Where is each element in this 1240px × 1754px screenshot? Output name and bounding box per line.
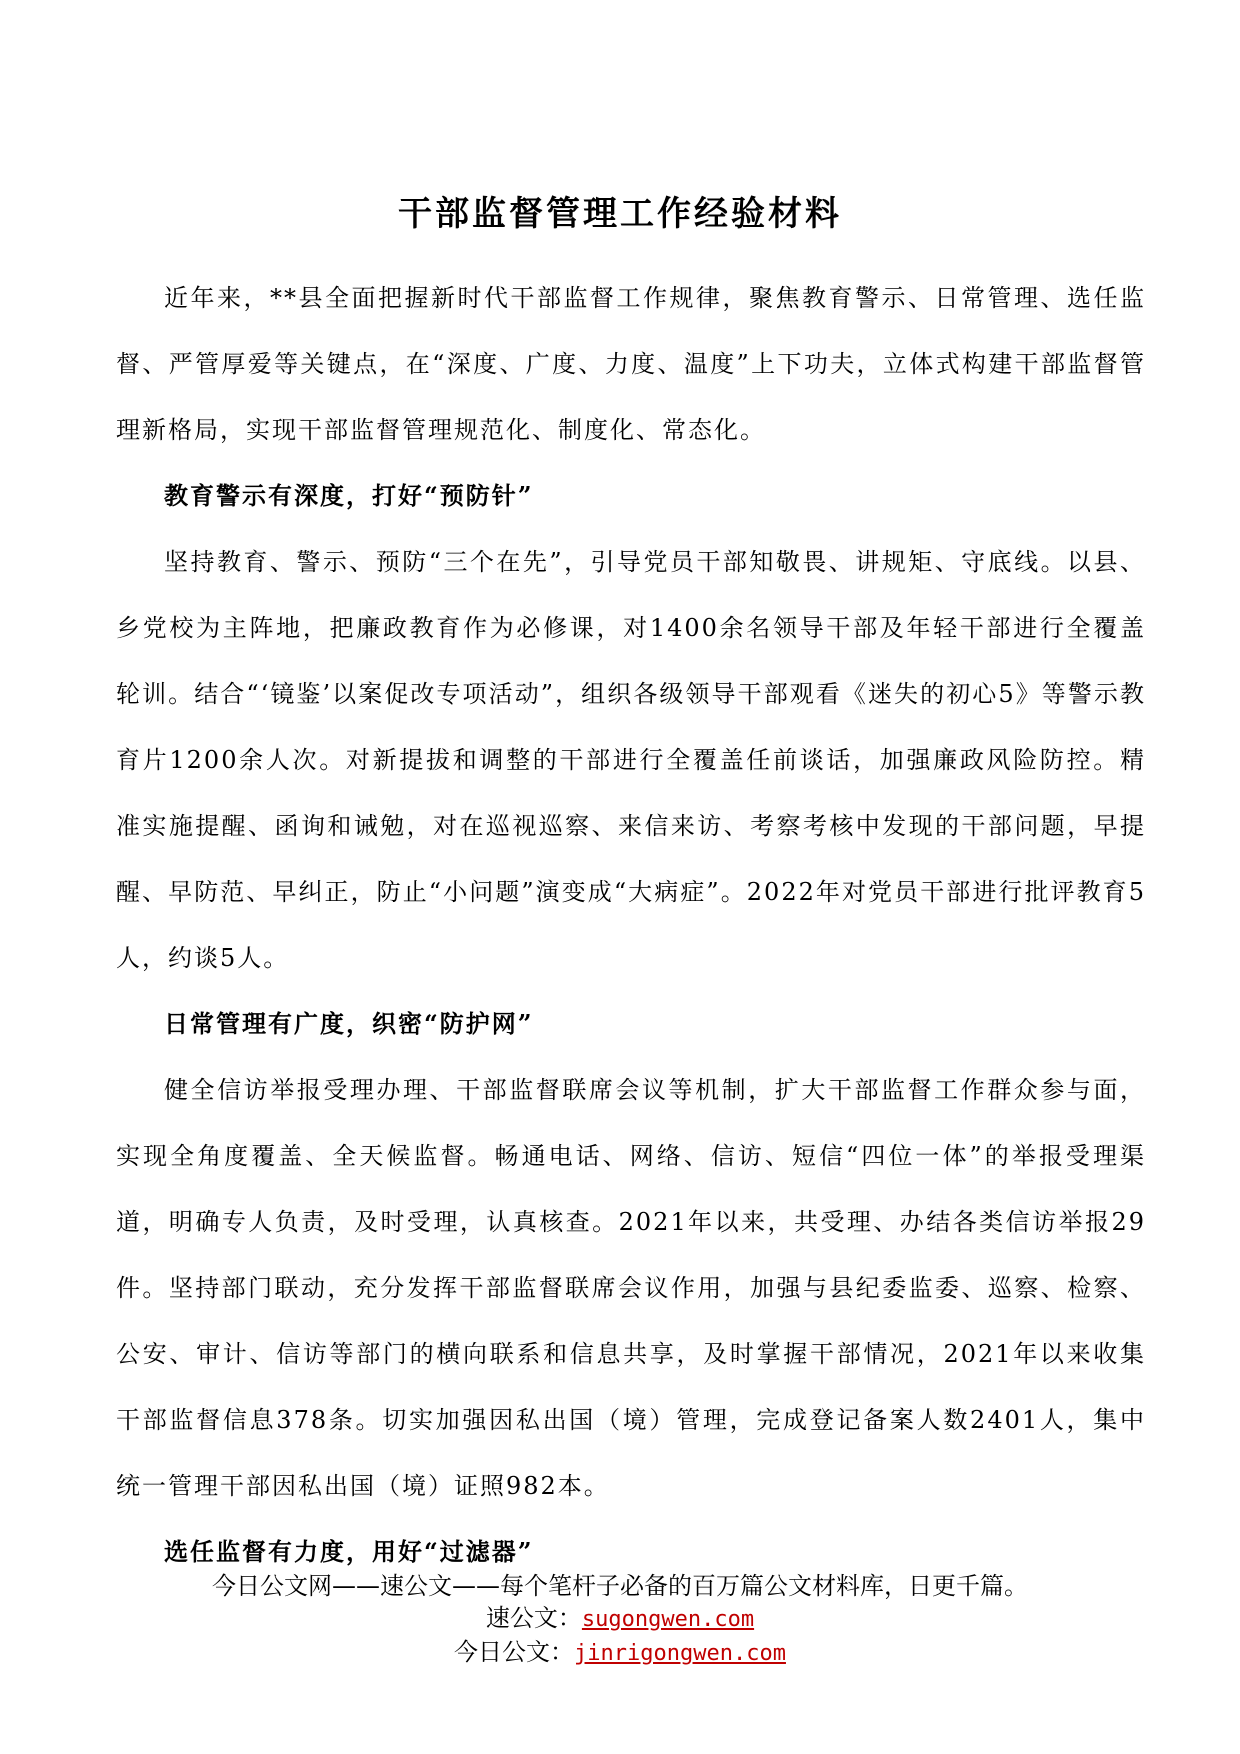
footer-sugong-line: [0, 1602, 1240, 1636]
section-heading-1: 教育警示有深度，打好“预防针”: [164, 481, 534, 510]
footer-jinri-label: 今日公文：: [454, 1638, 575, 1666]
document-body: [116, 265, 1146, 1585]
footer-slogan: 今日公文网——速公文——每个笔杆子必备的百万篇公文材料库，日更千篇。: [212, 1572, 1028, 1600]
section-body-2: 健全信访举报受理办理、干部监督联席会议等机制，扩大干部监督工作群众参与面，实现全角度覆盖、全天候监督。畅通电话、网络、信访、短信“四位一体”的举报受理渠道，明确专人负责，及时受理，认真核查。2021年以来，共受理、办结各类信访举报29件。坚持部门联动，充分发挥干部监督联席会议作用，加强与县纪委监委、巡察、检察、公安、审计、信访等部门的横向联系和信息共享，及时掌握干部情况，2021年以来收集干部监督信息378条。切实加强因私出国（境）管理，完成登记备案人数2401人，集中统一管理干部因私出国（境）证照982本。: [116, 1076, 1146, 1500]
sugong-link[interactable]: sugongwen.com: [581, 1607, 755, 1632]
document-title: 干部监督管理工作经验材料: [398, 194, 842, 234]
footer-sugong-label: 速公文：: [485, 1604, 582, 1632]
section-body-1: 坚持教育、警示、预防“三个在先”，引导党员干部知敬畏、讲规矩、守底线。以县、乡党校为主阵地，把廉政教育作为必修课，对1400余名领导干部及年轻干部进行全覆盖轮训。结合“‘镜鉴’以案促改专项活动”，组织各级领导干部观看《迷失的初心5》等警示教育片1200余人次。对新提拔和调整的干部进行全覆盖任前谈话，加强廉政风险防控。精准实施提醒、函询和诫勉，对在巡视巡察、来信来访、考察考核中发现的干部问题，早提醒、早防范、早纠正，防止“小问题”演变成“大病症”。2022年对党员干部进行批评教育5人，约谈5人。: [116, 548, 1146, 972]
section-heading-2: 日常管理有广度，织密“防护网”: [164, 1009, 534, 1038]
section-heading-3: 选任监督有力度，用好“过滤器”: [164, 1537, 534, 1566]
jinri-link[interactable]: jinrigongwen.com: [574, 1641, 786, 1666]
intro-paragraph: 近年来，**县全面把握新时代干部监督工作规律，聚焦教育警示、日常管理、选任监督、严管厚爱等关键点，在“深度、广度、力度、温度”上下功夫，立体式构建干部监督管理新格局，实现干部监督管理规范化、制度化、常态化。: [116, 284, 1146, 444]
footer-jinri-line: [0, 1636, 1240, 1670]
footer-banner: [0, 1570, 1240, 1670]
